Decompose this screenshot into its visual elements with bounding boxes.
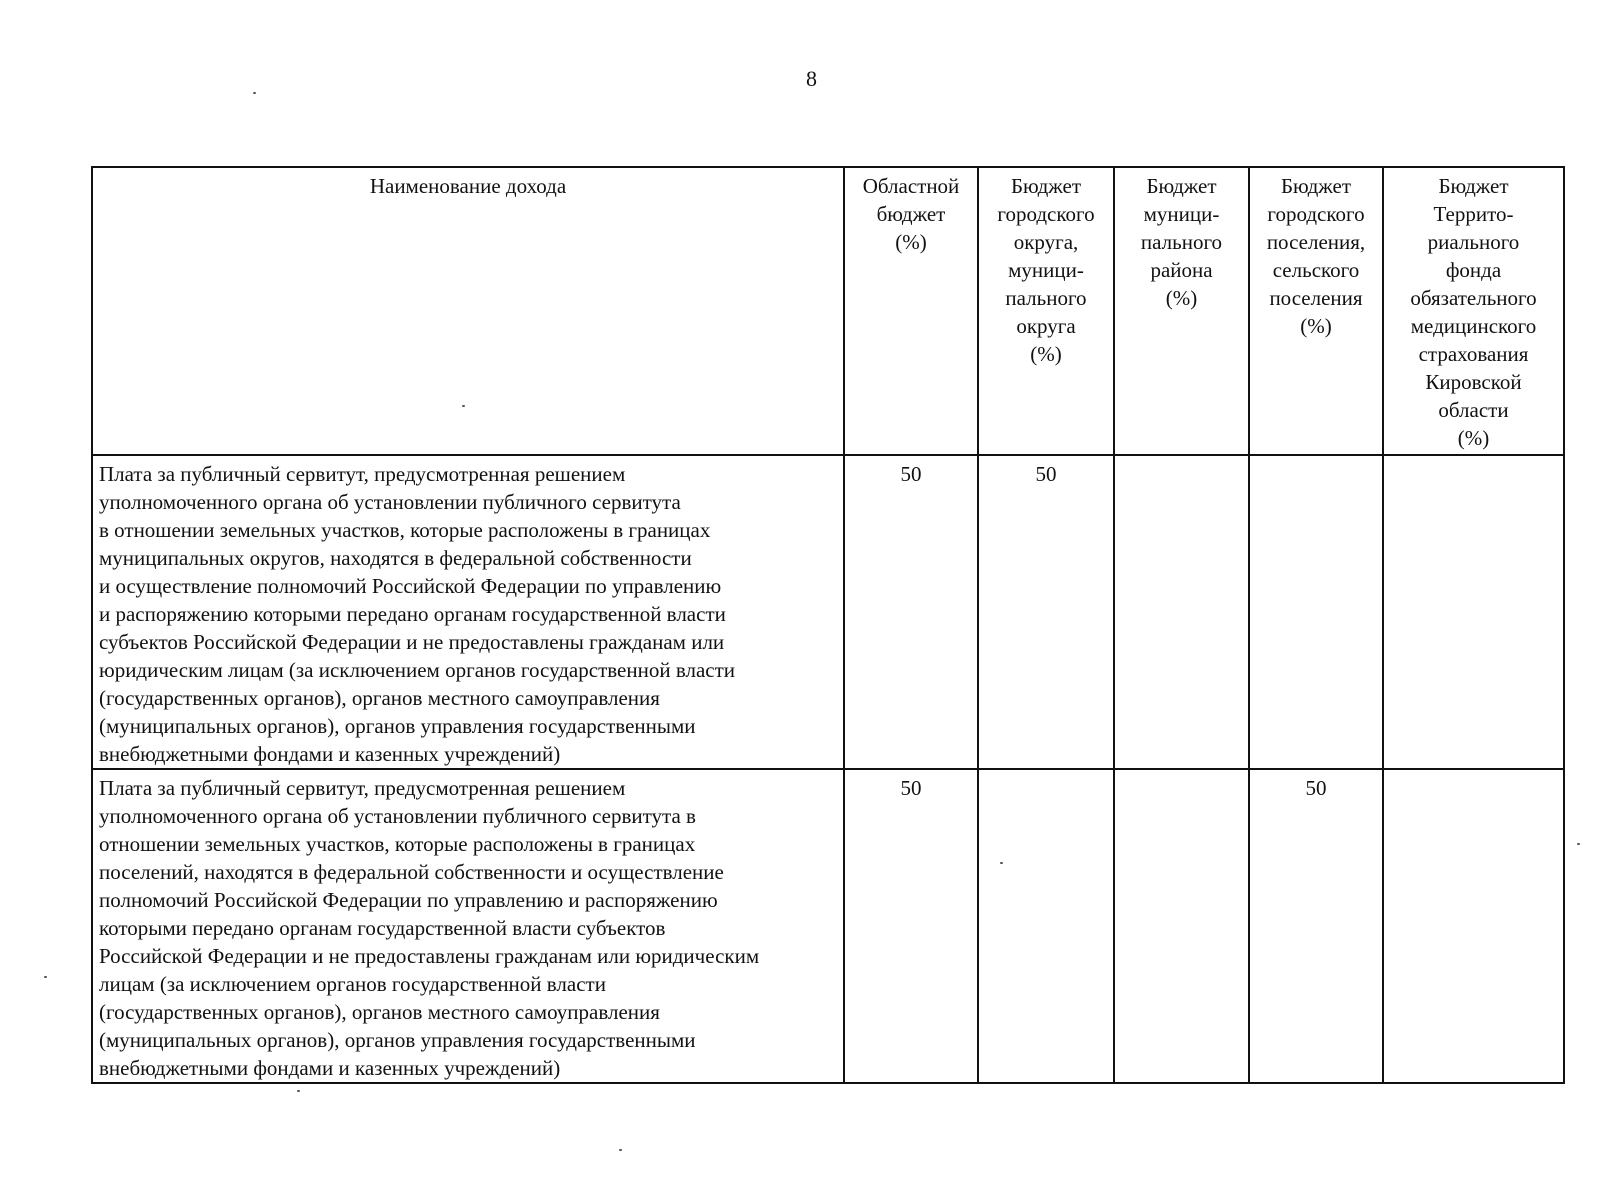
header-text-line: (%) xyxy=(1457,426,1490,450)
header-text-line: округа xyxy=(1016,314,1076,338)
header-settlement-budget xyxy=(1249,167,1383,455)
income-name-line: юридическим лицам (за исключением органов государственной власти xyxy=(99,658,736,682)
scan-speck xyxy=(1000,862,1003,864)
scan-speck xyxy=(253,92,256,94)
table-row xyxy=(92,769,1564,1083)
income-name-line: субъектов Российской Федерации и не предоставлены гражданам или xyxy=(99,630,725,654)
header-medical-insurance-fund-budget xyxy=(1383,167,1564,455)
income-name-line: муниципальных округов, находятся в федеральной собственности xyxy=(99,546,692,570)
city-district-budget-value: 50 xyxy=(978,455,1114,769)
income-name-cell xyxy=(92,769,844,1083)
scan-speck xyxy=(44,976,47,978)
income-name-line: Плата за публичный сервитут, предусмотренная решением xyxy=(99,462,626,486)
income-name-line: лицам (за исключением органов государственной власти xyxy=(99,972,606,996)
page-number: 8 xyxy=(806,66,817,91)
header-text-line: (%) xyxy=(1030,342,1062,366)
header-text-line: Бюджет xyxy=(1438,174,1509,198)
scan-speck xyxy=(619,1149,622,1151)
header-text-line: Бюджет xyxy=(1280,174,1352,198)
header-text-line: поселения xyxy=(1269,286,1363,310)
header-text-line: пального xyxy=(1140,230,1223,254)
header-text-line: поселения, xyxy=(1266,230,1366,254)
income-distribution-table xyxy=(91,166,1565,1084)
table-header-row xyxy=(92,167,1564,455)
header-municipal-area-budget xyxy=(1114,167,1249,455)
header-city-district-budget xyxy=(978,167,1114,455)
header-text-line: риального xyxy=(1427,230,1520,254)
header-text-line: Террито- xyxy=(1433,202,1514,226)
income-name-line: и распоряжению которыми передано органам государственной власти xyxy=(99,602,726,626)
header-text-line: пального xyxy=(1005,286,1087,310)
header-text-line: городского xyxy=(1267,202,1365,226)
income-name-line: и осуществление полномочий Российской Федерации по управлению xyxy=(99,574,722,598)
medical-fund-budget-value xyxy=(1383,455,1564,769)
regional-budget-value: 50 xyxy=(844,769,978,1083)
income-name-line: Российской Федерации и не предоставлены гражданам или юридическим xyxy=(99,944,760,968)
header-text-line: обязательного xyxy=(1410,286,1537,310)
income-name-cell xyxy=(92,455,844,769)
header-text-line: муници- xyxy=(1143,202,1220,226)
header-text-line: (%) xyxy=(1165,286,1198,310)
municipal-area-budget-value xyxy=(1114,455,1249,769)
income-name-line: уполномоченного органа об установлении публичного сервитута в xyxy=(99,804,696,828)
header-text-line: бюджет xyxy=(876,202,946,226)
income-name-line: (муниципальных органов), органов управления государственными xyxy=(99,1028,696,1052)
income-name-line: Плата за публичный сервитут, предусмотренная решением xyxy=(99,776,626,800)
income-name-line: в отношении земельных участков, которые расположены в границах xyxy=(99,518,711,542)
header-text-line: Областной xyxy=(862,174,960,198)
income-name-line: внебюджетными фондами и казенных учреждений) xyxy=(99,1056,561,1080)
scan-speck xyxy=(462,405,465,407)
header-text-line: (%) xyxy=(895,230,927,254)
header-income-name xyxy=(92,167,844,455)
header-text-line: (%) xyxy=(1300,314,1332,338)
header-text-line: Бюджет xyxy=(1146,174,1217,198)
table-row xyxy=(92,455,1564,769)
header-text-line: области xyxy=(1438,398,1509,422)
income-name-line: внебюджетными фондами и казенных учреждений) xyxy=(99,742,561,766)
header-text-line: сельского xyxy=(1272,258,1360,282)
settlement-budget-value xyxy=(1249,455,1383,769)
regional-budget-value: 50 xyxy=(844,455,978,769)
income-name-line: которыми передано органам государственной власти субъектов xyxy=(99,916,666,940)
income-name-line: поселений, находятся в федеральной собственности и осуществление xyxy=(99,860,724,884)
income-name-line: (муниципальных органов), органов управления государственными xyxy=(99,714,696,738)
header-text-line: муници- xyxy=(1008,258,1084,282)
header-text-line: Кировской xyxy=(1425,370,1522,394)
settlement-budget-value: 50 xyxy=(1249,769,1383,1083)
header-text-line: Наименование дохода xyxy=(369,174,567,198)
header-text-line: округа, xyxy=(1013,230,1079,254)
header-text-line: Бюджет xyxy=(1010,174,1082,198)
income-name-line: (государственных органов), органов местного самоуправления xyxy=(99,686,660,710)
header-text-line: фонда xyxy=(1445,258,1502,282)
income-name-line: уполномоченного органа об установлении публичного сервитута xyxy=(99,490,681,514)
municipal-area-budget-value xyxy=(1114,769,1249,1083)
header-text-line: городского xyxy=(997,202,1095,226)
header-text-line: медицинского xyxy=(1410,314,1537,338)
income-name-line: отношении земельных участков, которые расположены в границах xyxy=(99,832,696,856)
scan-speck xyxy=(297,1090,300,1092)
header-regional-budget xyxy=(844,167,978,455)
city-district-budget-value xyxy=(978,769,1114,1083)
income-name-line: полномочий Российской Федерации по управлению и распоряжению xyxy=(99,888,718,912)
medical-fund-budget-value xyxy=(1383,769,1564,1083)
header-text-line: района xyxy=(1150,258,1213,282)
scan-speck xyxy=(1577,843,1580,845)
income-name-line: (государственных органов), органов местного самоуправления xyxy=(99,1000,660,1024)
header-text-line: страхования xyxy=(1418,342,1529,366)
